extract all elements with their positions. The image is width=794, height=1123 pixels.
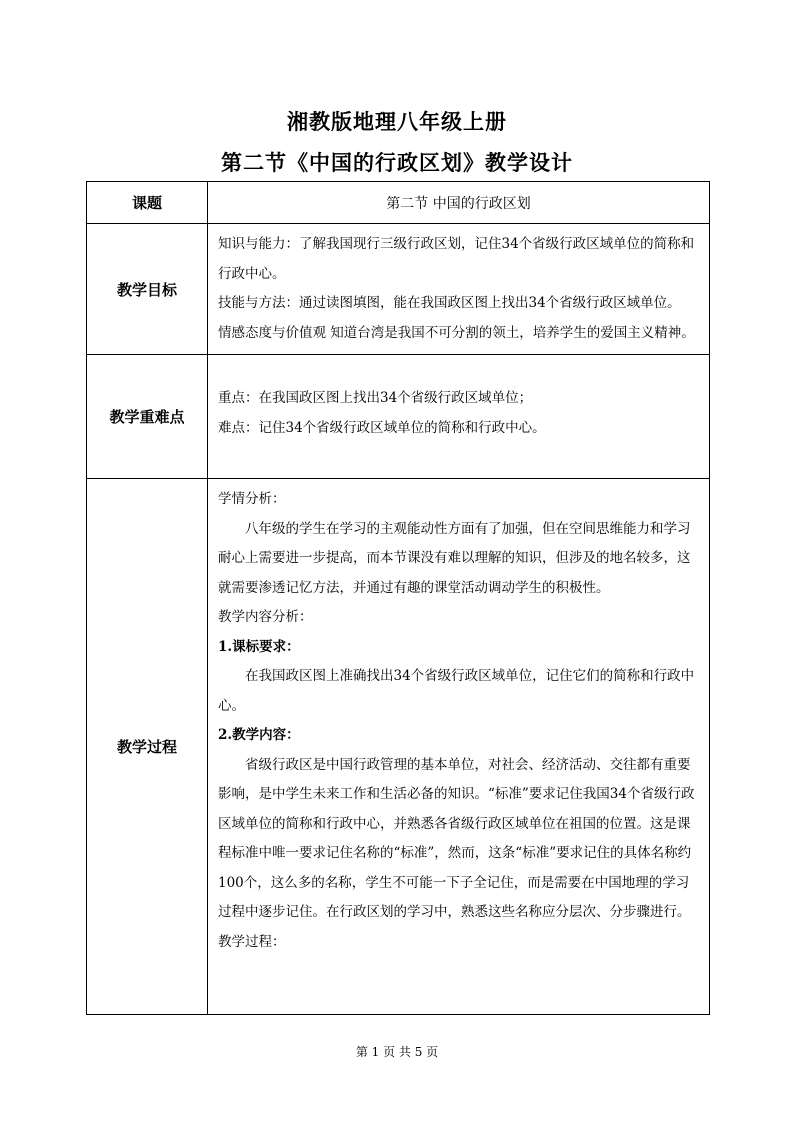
content-title: 2.教学内容： [218, 727, 300, 743]
keypoint-focus: 重点：在我国政区图上找出34个省级行政区域单位； [218, 390, 533, 406]
objectives-label: 教学目标 [87, 224, 208, 355]
process-label: 教学过程 [87, 479, 208, 1015]
standard-title: 1.课标要求： [218, 638, 300, 655]
keypoints-label: 教学重难点 [87, 355, 208, 479]
process-cell [208, 479, 710, 1015]
process-title: 教学过程： [218, 933, 286, 950]
objectives-cell [208, 224, 710, 355]
lesson-plan-table [86, 181, 710, 1015]
keypoints-row [87, 355, 710, 479]
objective-attitude: 情感态度与价值观 知道台湾是我国不可分割的领土，培养学生的爱国主义精神。 [218, 324, 695, 341]
objective-knowledge: 知识与能力：了解我国现行三级行政区划，记住34个省级行政区域单位的简称和行政中心。 [218, 236, 695, 282]
student-analysis-title: 学情分析： [218, 491, 286, 507]
content-analysis-title: 教学内容分析： [218, 609, 313, 625]
standard-text: 在我国政区图上准确找出34个省级行政区域单位，记住它们的简称和行政中心。 [218, 668, 695, 714]
topic-value: 第二节 中国的行政区划 [208, 182, 710, 224]
process-row [87, 479, 710, 1015]
topic-label: 课题 [87, 182, 208, 224]
keypoint-difficulty: 难点：记住34个省级行政区域单位的简称和行政中心。 [218, 419, 546, 436]
content-text: 省级行政区是中国行政管理的基本单位，对社会、经济活动、交往都有重要影响，是中学生未来工作和生活必备的知识。“标准”要求记住我国34个省级行政区域单位的简称和行政中心，并熟悉各省级行政区域单位在祖国的位置。这是课程标准中唯一要求记住名称的“标准”，然而，这条“标准”要求记住的具体名称约100个，这么多的名称，学生不可能一下子全记住，而是需要在中国地理的学习过程中逐步记住。在行政区划的学习中，熟悉这些名称应分层次、分步骤进行。 [218, 756, 695, 920]
document-title: 湘教版地理八年级上册 [287, 110, 507, 134]
objectives-row [87, 224, 710, 355]
lesson-title: 第二节《中国的行政区划》教学设计 [221, 151, 573, 175]
student-analysis-text: 八年级的学生在学习的主观能动性方面有了加强，但在空间思维能力和学习耐心上需要进一步提高，而本节课没有难以理解的知识，但涉及的地名较多，这就需要渗透记忆方法，并通过有趣的课堂活动调动学生的积极性。 [218, 520, 691, 596]
objective-skills: 技能与方法：通过读图填图，能在我国政区图上找出34个省级行政区域单位。 [218, 295, 681, 311]
page-footer: 第 1 页 共 5 页 [355, 1045, 439, 1059]
keypoints-cell [208, 355, 710, 479]
topic-row [87, 182, 710, 224]
